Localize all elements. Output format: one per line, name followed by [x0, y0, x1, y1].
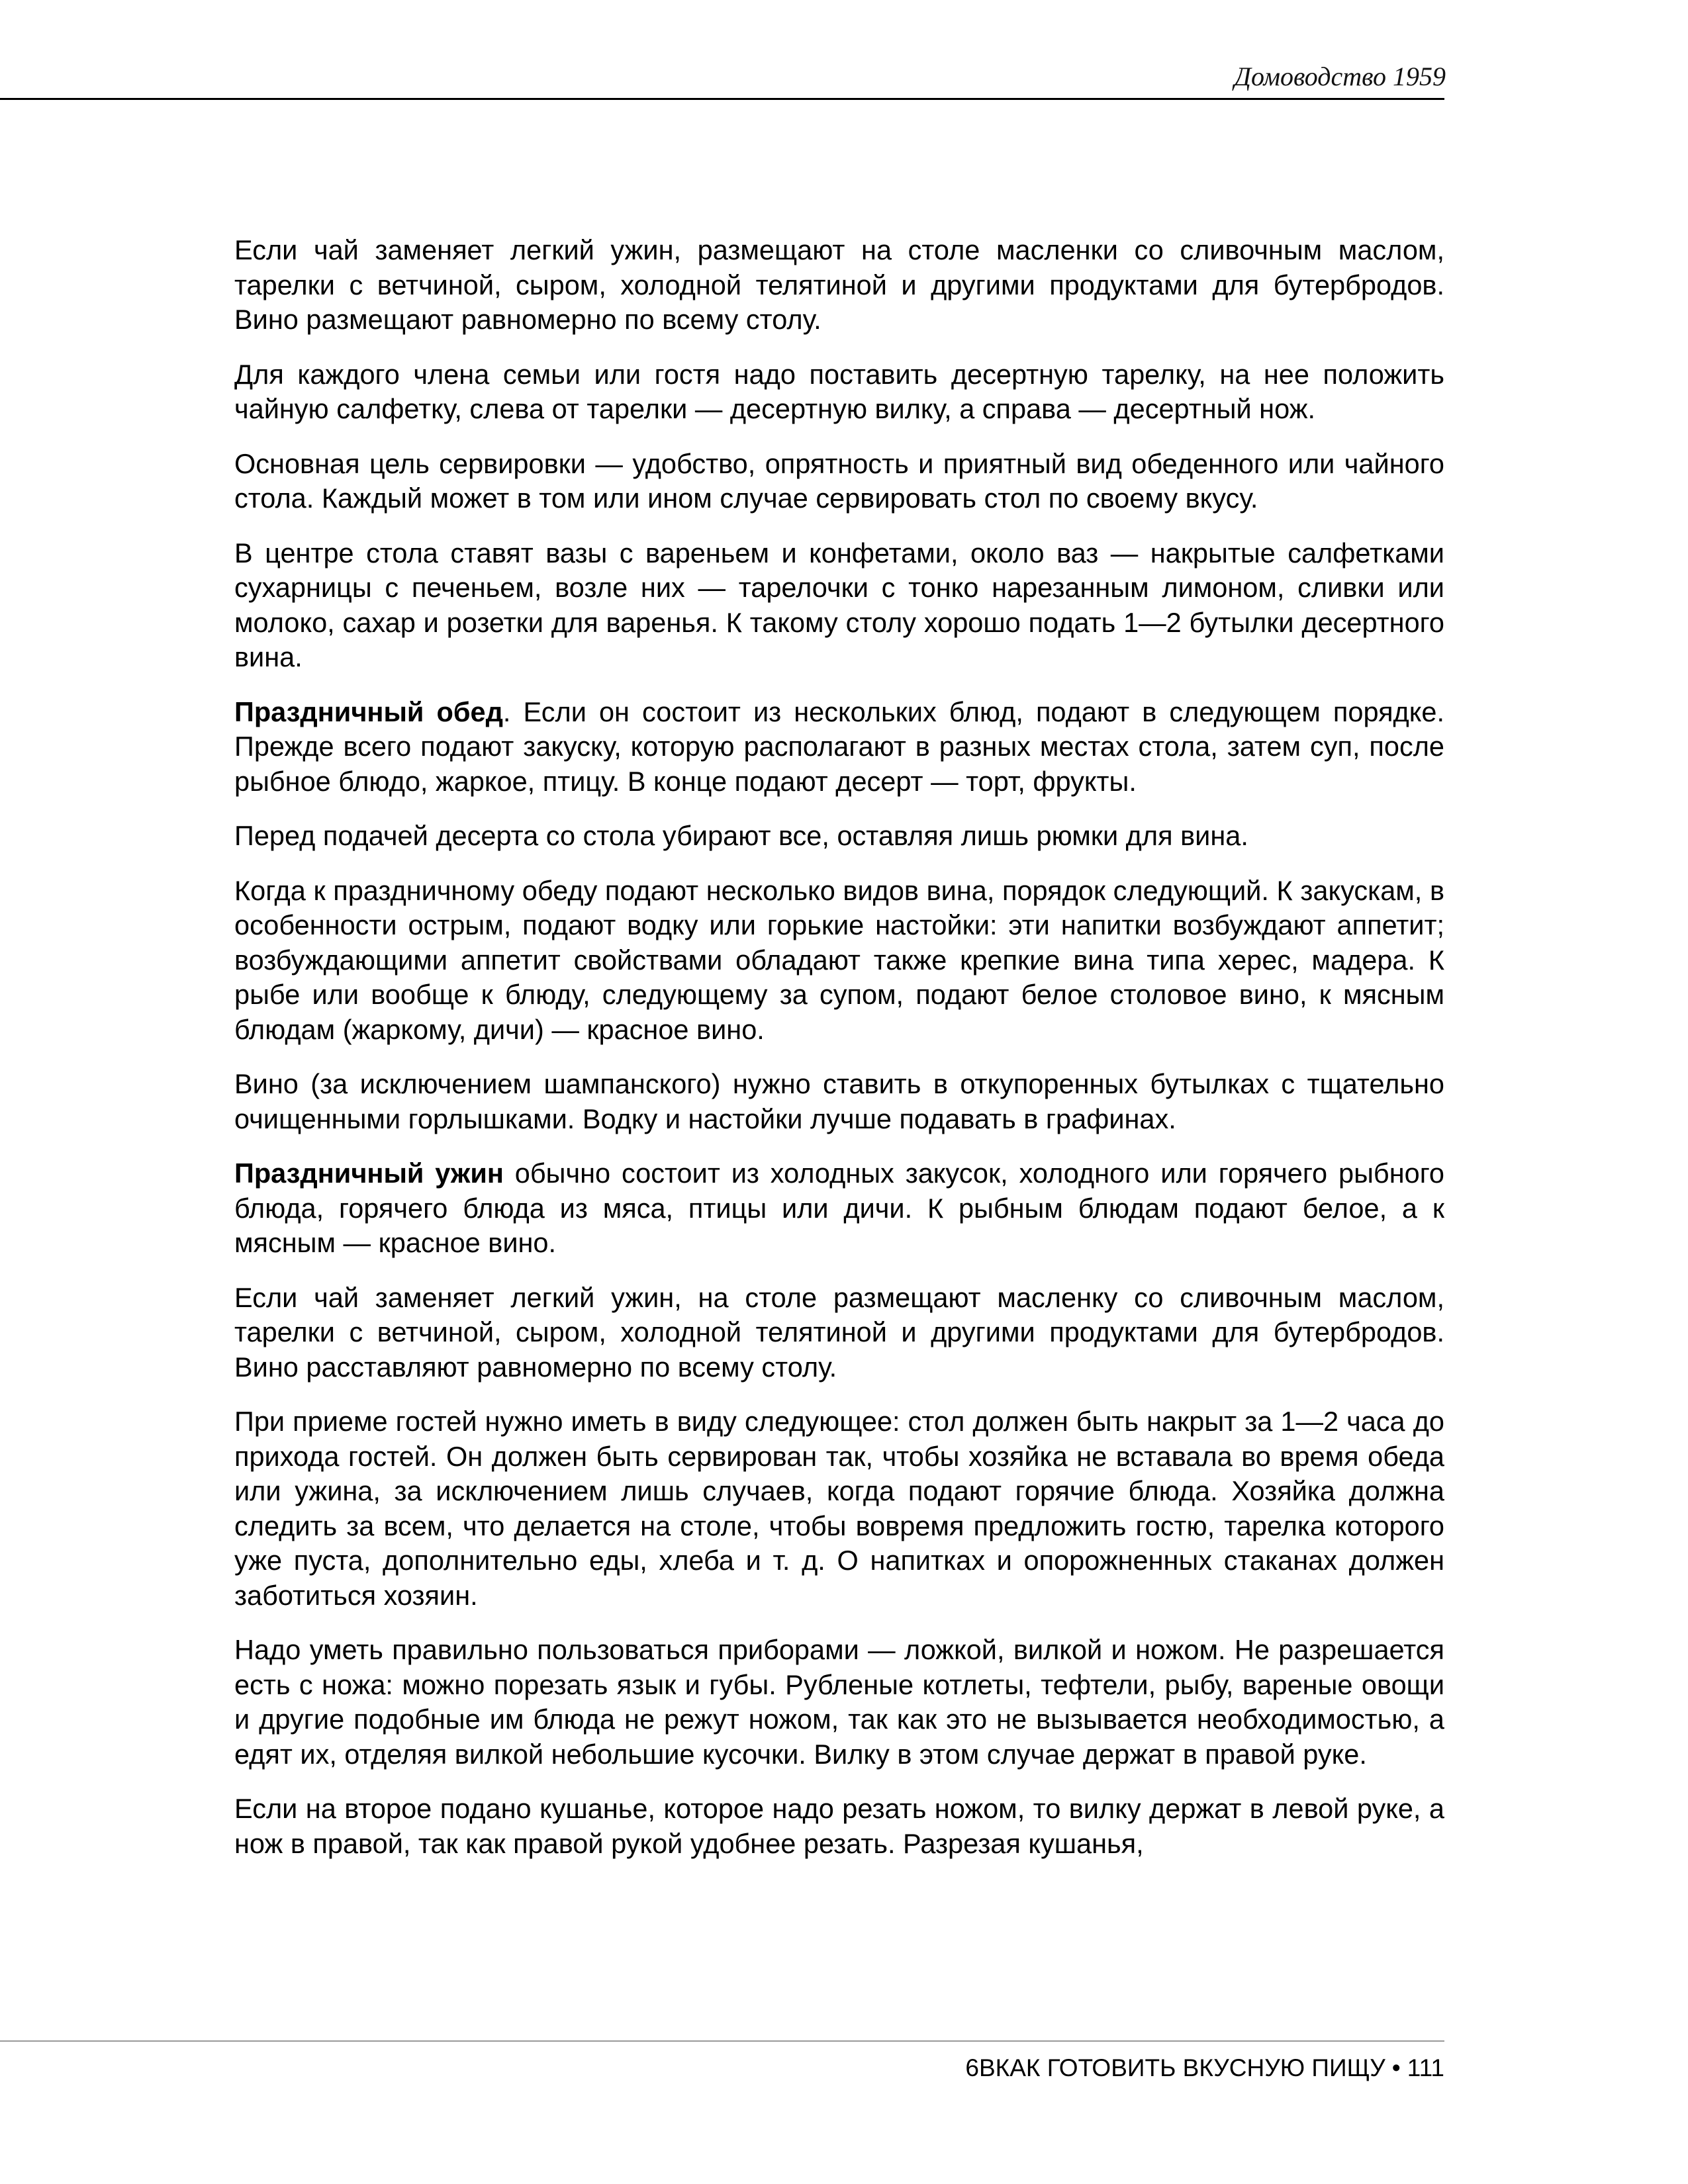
paragraph [234, 447, 1444, 516]
paragraph-text: Если чай заменяет легкий ужин, размещают на столе масленки со сливочным маслом, тарелки с ветчиной, сыром, холодной телятиной и другими продуктами для бутербродов. Вино размещают равномерно по всему столу. [234, 234, 1444, 335]
paragraph [234, 1792, 1444, 1861]
paragraph-text: Основная цель сервировки — удобство, опрятность и приятный вид обеденного или чайного стола. Каждый может в том или ином случае сервировать стол по своему вкусу. [234, 447, 1444, 514]
paragraph-text: При приеме гостей нужно иметь в виду следующее: стол должен быть накрыт за 1—2 часа до прихода гостей. Он должен быть сервирован так, чтобы хозяйка не вставала во время обеда или ужина, за исключением лишь случаев, когда подают горячие блюда. Хозяйка должна следить за всем, что делается на столе, чтобы вовремя предложить гостю, тарелка которого уже пуста, дополнительно еды, хлеба и т. д. О напитках и опорожненных стаканах должен заботиться хозяин. [234, 1406, 1444, 1611]
footer-bullet: • [1391, 2054, 1401, 2081]
paragraph [234, 1281, 1444, 1385]
paragraph-lead: Праздничный обед [234, 696, 503, 727]
paragraph [234, 233, 1444, 338]
paragraph-text: обычно состоит из холодных закусок, холодного или горячего рыбного блюда, горячего блюда из мяса, птицы или дичи. К рыбным блюдам подают белое, а к мясным — красное вино. [234, 1158, 1444, 1258]
paragraph-text: Если на второе подано кушанье, которое надо резать ножом, то вилку держат в левой руке, а нож в правой, так как правой рукой удобнее резать. Разрезая кушанья, [234, 1793, 1444, 1859]
paragraph-text: В центре стола ставят вазы с вареньем и конфетами, около ваз — накрытые салфетками сухарницы с печеньем, возле них — тарелочки с тонко нарезанным лимоном, сливки или молоко, сахар и розетки для варенья. К такому столу хорошо подать 1—2 бутылки десертного вина. [234, 537, 1444, 672]
paragraph [234, 1404, 1444, 1613]
running-head-title: Домоводство 1959 [1234, 62, 1446, 91]
paragraph [234, 819, 1444, 854]
paragraph [234, 1067, 1444, 1136]
paragraph-text: Перед подачей десерта со стола убирают все, оставляя лишь рюмки для вина. [234, 820, 1248, 851]
paragraph-text: Вино (за исключением шампанского) нужно ставить в откупоренных бутылках с тщательно очищенными горлышками. Водку и настойки лучше подавать в графинах. [234, 1068, 1444, 1134]
paragraph [234, 1633, 1444, 1772]
footer-rule [0, 2040, 1444, 2042]
paragraph [234, 536, 1444, 675]
header-rule [0, 98, 1444, 100]
paragraph-text: Если чай заменяет легкий ужин, на столе размещают масленку со сливочным маслом, тарелки с ветчиной, сыром, холодной телятиной и другими продуктами для бутербродов. Вино расставляют равномерно по всему столу. [234, 1281, 1444, 1383]
page-footer [965, 2056, 1444, 2080]
paragraph-text: Когда к праздничному обеду подают несколько видов вина, порядок следующий. К закускам, в особенности острым, подают водку или горькие настойки: эти напитки возбуждают аппетит; возбуждающими аппетит свойствами обладают также крепкие вина типа херес, мадера. К рыбе или вообще к блюду, следующему за супом, подают белое столовое вино, к мясным блюдам (жаркому, дичи) — красное вино. [234, 874, 1444, 1045]
paragraph [234, 874, 1444, 1048]
paragraph-text: . Если он состоит из нескольких блюд, подают в следующем порядке. Прежде всего подают закуску, которую располагают в разных местах стола, затем суп, после рыбное блюдо, жаркое, птицу. В конце подают десерт — торт, фрукты. [234, 696, 1444, 797]
paragraph [234, 1156, 1444, 1261]
paragraph-text: Для каждого члена семьи или гостя надо поставить десертную тарелку, на нее положить чайную салфетку, слева от тарелки — десертную вилку, а справа — десертный нож. [234, 358, 1444, 424]
footer-section-title: 6ВКАК ГОТОВИТЬ ВКУСНУЮ ПИЩУ [965, 2054, 1385, 2081]
paragraph [234, 357, 1444, 427]
page-number: 111 [1407, 2054, 1444, 2081]
paragraph [234, 695, 1444, 799]
paragraph-lead: Праздничный ужин [234, 1158, 504, 1189]
paragraph-text: Надо уметь правильно пользоваться приборами — ложкой, вилкой и ножом. Не разрешается есть с ножа: можно порезать язык и губы. Рубленые котлеты, тефтели, рыбу, вареные овощи и другие подобные им блюда не режут ножом, так как это не вызывается необходимостью, а едят их, отделяя вилкой небольшие кусочки. Вилку в этом случае держат в правой руке. [234, 1634, 1444, 1770]
page-body [234, 233, 1444, 1881]
